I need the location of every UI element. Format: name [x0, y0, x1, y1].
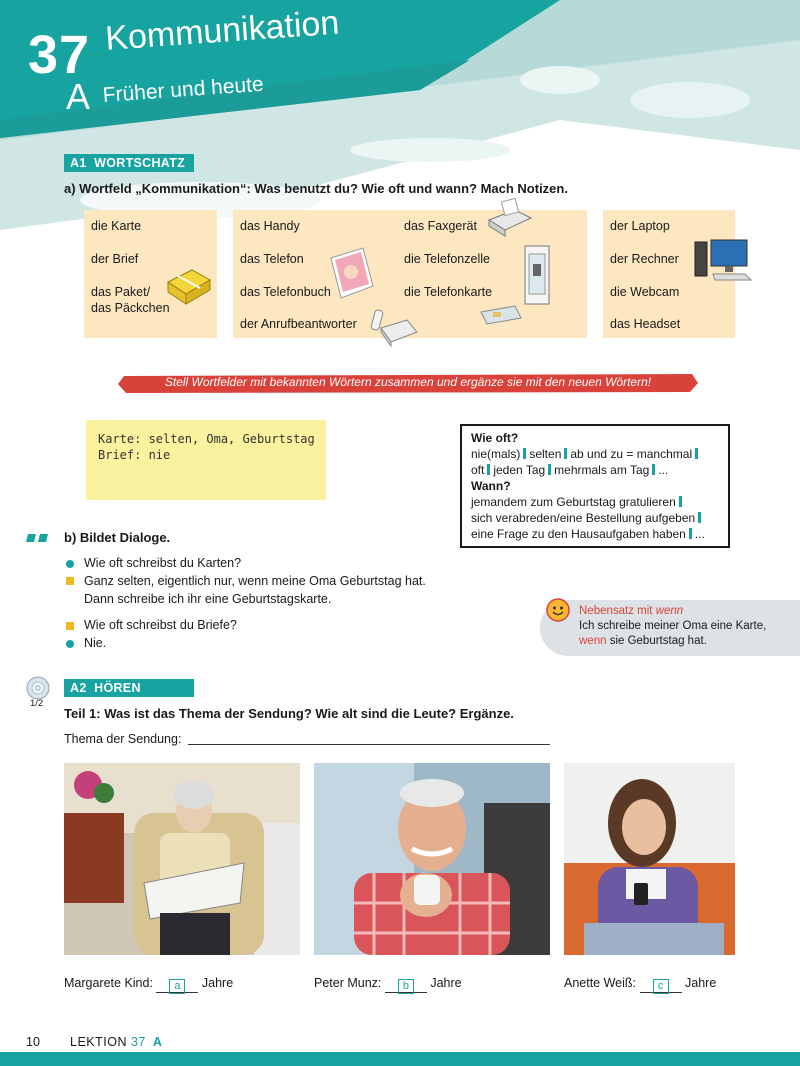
tip-banner-text: Stell Wortfelder mit bekannten Wörtern zusammen und ergänze sie mit den neuen Wörtern! [164, 375, 652, 389]
grammar-tip-title: Nebensatz mit wenn [579, 605, 684, 617]
dialogue-line: Wie oft schreibst du Karten? [84, 556, 242, 570]
photo-elderly-woman [64, 763, 300, 955]
vocab-word: der Brief [91, 252, 139, 266]
track-number: 1/2 [30, 698, 44, 709]
note-line: Karte: selten, Oma, Geburtstag [98, 432, 315, 446]
computer-icon [693, 238, 753, 282]
grammar-tip-line: wenn sie Geburtstag hat. [579, 635, 707, 647]
info-line: eine Frage zu den Hausaufgaben haben ... [471, 527, 705, 541]
page-number: 10 [26, 1035, 40, 1049]
fax-machine-icon [485, 198, 533, 238]
footer-bar [0, 1052, 800, 1066]
phone-card-icon [479, 304, 523, 326]
info-line: nie(mals) selten ab und zu = manchmal [471, 446, 719, 462]
answer-marker: a [169, 979, 185, 994]
section-letter: A [66, 76, 91, 117]
note-line: Brief: nie [98, 448, 171, 462]
task-b-heading: b) Bildet Dialoge. [64, 530, 171, 545]
vocab-word: das Paket/ [91, 285, 151, 299]
vocab-box-1 [84, 210, 217, 338]
section-tag-a2 [64, 679, 194, 697]
vocab-word: die Telefonkarte [404, 285, 493, 299]
grammar-tip-line: Ich schreibe meiner Oma eine Karte, [579, 620, 767, 632]
vocab-word: das Telefonbuch [240, 285, 331, 299]
answering-machine-icon [367, 308, 419, 348]
vocab-word: das Telefon [240, 252, 304, 266]
phone-booth-icon [523, 244, 553, 306]
lesson-label: LEKTION 37 A [70, 1035, 163, 1049]
smiley-icon [546, 598, 570, 622]
topic-label: Thema der Sendung: [64, 732, 182, 746]
vocab-word: die Karte [91, 219, 142, 233]
dialogue-line: Wie oft schreibst du Briefe? [84, 618, 237, 632]
age-blank[interactable] [640, 978, 682, 993]
chapter-title: Kommunikation [104, 3, 341, 58]
vocab-word: das Handy [240, 219, 300, 233]
dialogue-line: Nie. [84, 636, 107, 650]
frequency-info-box [460, 424, 730, 548]
vocab-word: der Laptop [610, 219, 670, 233]
info-title-wann: Wann? [471, 479, 511, 493]
dialogue-line: Dann schreibe ich ihr eine Geburtstagskarte. [84, 592, 332, 606]
vocab-word: die Webcam [610, 285, 680, 299]
speaker-b-square [66, 577, 74, 585]
task-1-heading: Teil 1: Was ist das Thema der Sendung? Wie alt sind die Leute? Ergänze. [64, 706, 514, 721]
answer-marker: b [398, 979, 414, 994]
info-title-wie-oft: Wie oft? [471, 431, 519, 445]
task-a-heading: a) Wortfeld „Kommunikation“: Was benutzt du? Wie oft und wann? Mach Notizen. [64, 181, 568, 196]
speaker-b-square [66, 622, 74, 630]
audio-cd-icon[interactable] [26, 676, 50, 700]
photo-elderly-man [314, 763, 550, 955]
vocab-word: der Rechner [610, 252, 679, 266]
vocab-word: der Anrufbeantworter [240, 317, 357, 331]
topic-answer-line[interactable] [188, 744, 550, 745]
age-blank[interactable] [385, 978, 427, 993]
vocab-word: die Telefonzelle [404, 252, 490, 266]
info-line: oft jeden Tag mehrmals am Tag ... [471, 463, 669, 477]
tag-label: A2 HÖREN [70, 681, 141, 695]
notes-sticky [86, 420, 326, 500]
package-icon [164, 262, 212, 306]
info-line: sich verabreden/eine Bestellung aufgeben [471, 510, 719, 526]
section-title: Früher und heute [102, 72, 265, 107]
dialogue-line: Ganz selten, eigentlich nur, wenn meine Oma Geburtstag hat. [84, 574, 426, 588]
person-label-peter: Peter Munz: b Jahre [314, 976, 462, 992]
vocab-box-2 [233, 210, 587, 338]
age-blank[interactable] [156, 978, 198, 993]
answer-marker: c [653, 979, 669, 994]
person-label-margarete: Margarete Kind: a Jahre [64, 976, 234, 992]
vocab-word: das Faxgerät [404, 219, 477, 233]
speaker-a-dot [66, 640, 74, 648]
speaker-a-dot [66, 560, 74, 568]
phonebook-icon [329, 246, 375, 302]
vocab-word: das Päckchen [91, 301, 170, 315]
partner-work-icon [26, 532, 52, 544]
vocab-word: das Headset [610, 317, 681, 331]
tag-label: A1 WORTSCHATZ [70, 156, 186, 170]
info-line: jemandem zum Geburtstag gratulieren [471, 494, 719, 510]
vocab-box-3 [603, 210, 735, 338]
photo-teenage-girl [564, 763, 735, 955]
section-tag-a1 [64, 154, 194, 172]
chapter-number: 37 [28, 25, 91, 85]
person-label-anette: Anette Weiß: c Jahre [564, 976, 717, 992]
